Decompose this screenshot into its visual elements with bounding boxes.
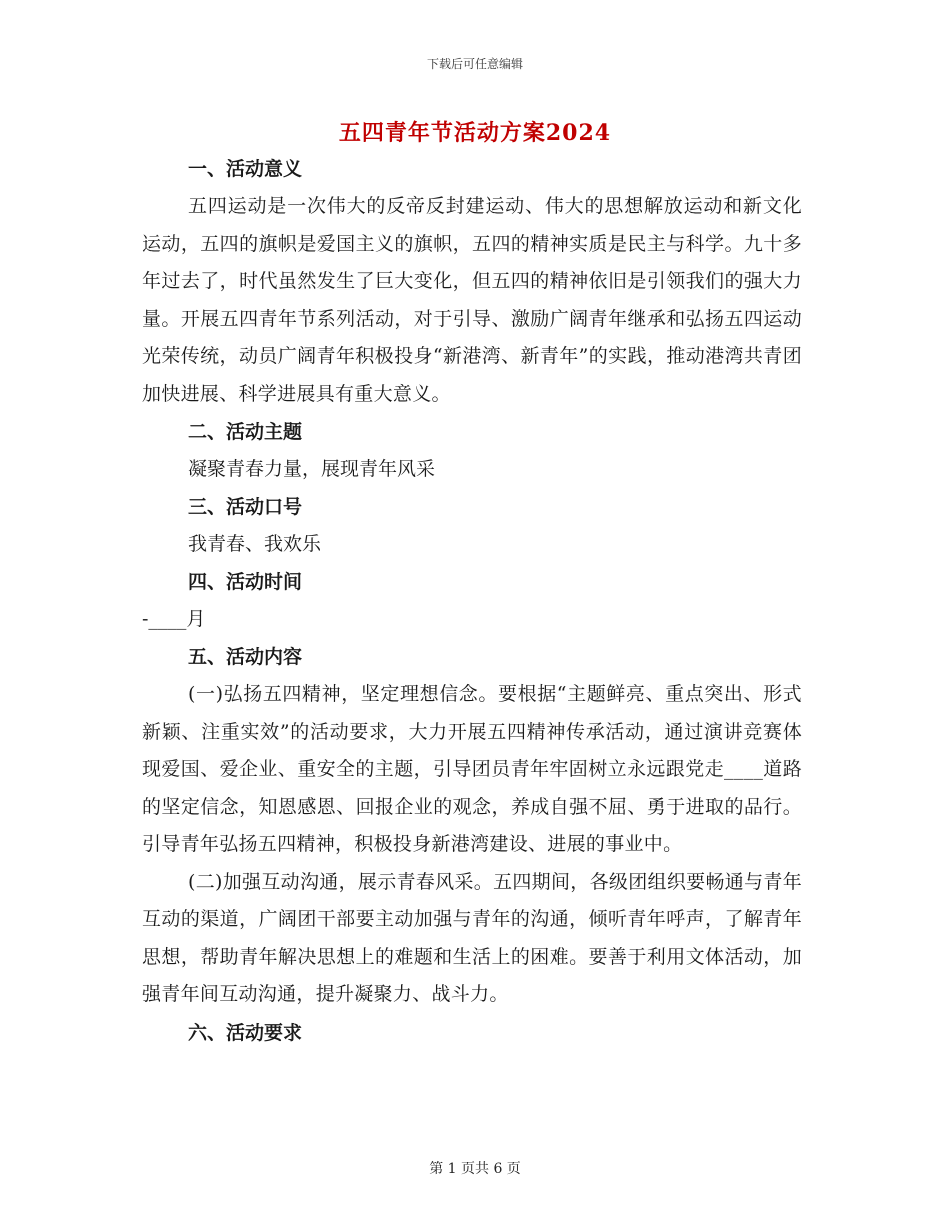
- section-3-text: 我青春、我欢乐: [188, 533, 322, 555]
- section-1-paragraph: 五四运动是一次伟大的反帝反封建运动、伟大的思想解放运动和新文化运动，五四的旗帜是爱国主义的旗帜，五四的精神实质是民主与科学。九十多年过去了，时代虽然发生了巨大变化，但五四的精神依旧是引领我们的强大力量。开展五四青年节系列活动，对于引导、激励广阔青年继承和弘扬五四运动光荣传统，动员广阔青年积极投身“新港湾、新青年”的实践，推动港湾共青团加快进展、科学进展具有重大意义。: [142, 195, 802, 405]
- section-heading-3: 三、活动口号: [188, 496, 303, 518]
- section-5-paragraph-2: (二)加强互动沟通，展示青春风采。五四期间，各级团组织要畅通与青年互动的渠道，广阔团干部要主动加强与青年的沟通，倾听青年呼声，了解青年思想，帮助青年解决思想上的难题和生活上的困难。要善于利用文体活动，加强青年间互动沟通，提升凝聚力、战斗力。: [142, 870, 802, 1005]
- section-4-text: -____月: [142, 608, 206, 630]
- header-note: 下载后可任意编辑: [426, 57, 523, 71]
- section-heading-4: 四、活动时间: [188, 571, 303, 593]
- section-2-text: 凝聚青春力量，展现青年风采: [188, 458, 436, 480]
- section-heading-6: 六、活动要求: [188, 1021, 303, 1044]
- page-footer: 第 1 页共 6 页: [429, 1161, 521, 1177]
- section-heading-5: 五、活动内容: [188, 646, 303, 668]
- section-heading-1: 一、活动意义: [188, 158, 303, 180]
- section-5-paragraph-1: (一)弘扬五四精神，坚定理想信念。要根据“主题鲜亮、重点突出、形式新颖、注重实效”的活动要求，大力开展五四精神传承活动，通过演讲竞赛体现爱国、爱企业、重安全的主题，引导团员青年牢固树立永远跟党走____道路的坚定信念，知恩感恩、回报企业的观念，养成自强不屈、勇于进取的品行。引导青年弘扬五四精神，积极投身新港湾建设、进展的事业中。: [142, 683, 802, 855]
- document-body: [142, 150, 802, 1052]
- document-title: 五四青年节活动方案2024: [338, 120, 612, 146]
- section-heading-2: 二、活动主题: [188, 421, 303, 443]
